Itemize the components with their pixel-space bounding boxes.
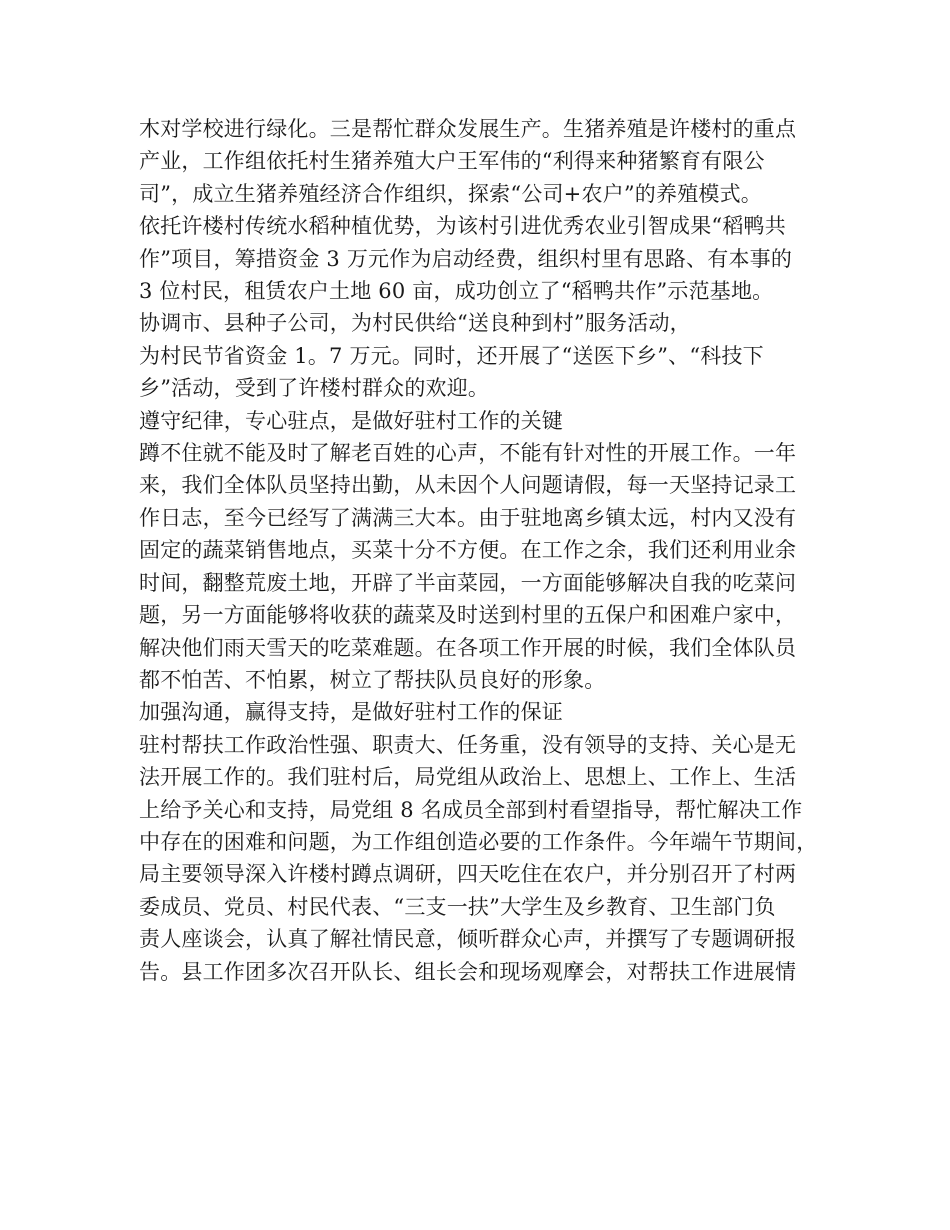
section-heading: 遵守纪律，专心驻点，是做好驻村工作的关键 [139, 408, 563, 433]
text-line: 都不怕苦、不怕累，树立了帮扶队员良好的形象。 [139, 667, 606, 692]
text-line: 题，另一方面能够将收获的蔬菜及时送到村里的五保户和困难户家中， [139, 603, 797, 628]
text-line: 产业，工作组依托村生猪养殖大户王军伟的“利得来种猪繁育有限公 [139, 149, 765, 174]
text-line: 作”项目，筹措资金 3 万元作为启动经费，组织村里有思路、有本事的 [139, 246, 793, 271]
text-line: 责人座谈会，认真了解社情民意，倾听群众心声，并撰写了专题调研报 [139, 927, 797, 952]
text-line: 司”，成立生猪养殖经济合作组织，探索“公司+农户”的养殖模式。 [139, 181, 763, 206]
text-line: 驻村帮扶工作政治性强、职责大、任务重，没有领导的支持、关心是无 [139, 732, 797, 757]
text-line: 委成员、党员、村民代表、“三支一扶”大学生及乡教育、卫生部门负 [139, 894, 776, 919]
text-line: 协调市、县种子公司，为村民供给“送良种到村”服务活动， [139, 311, 691, 336]
text-line: 时间，翻整荒废土地，开辟了半亩菜园，一方面能够解决自我的吃菜问 [139, 570, 797, 595]
text-line: 告。县工作团多次召开队长、组长会和现场观摩会，对帮扶工作进展情 [139, 959, 797, 984]
text-line: 为村民节省资金 1。7 万元。同时，还开展了“送医下乡”、“科技下 [139, 343, 764, 368]
text-line: 法开展工作的。我们驻村后，局党组从政治上、思想上、工作上、生活 [139, 765, 797, 790]
text-line: 上给予关心和支持，局党组 8 名成员全部到村看望指导，帮忙解决工作 [139, 797, 803, 822]
text-line: 作日志，至今已经写了满满三大本。由于驻地离乡镇太远，村内又没有 [139, 505, 797, 530]
text-line: 乡”活动，受到了许楼村群众的欢迎。 [139, 376, 490, 401]
section-heading: 加强沟通，赢得支持，是做好驻村工作的保证 [139, 700, 563, 725]
text-line: 来，我们全体队员坚持出勤，从未因个人问题请假，每一天坚持记录工 [139, 473, 797, 498]
text-line: 3 位村民，租赁农户土地 60 亩，成功创立了“稻鸭共作”示范基地。 [139, 279, 774, 304]
text-line: 固定的蔬菜销售地点，买菜十分不方便。在工作之余，我们还利用业余 [139, 538, 797, 563]
text-line: 局主要领导深入许楼村蹲点调研，四天吃住在农户，并分别召开了村两 [139, 862, 797, 887]
text-line: 依托许楼村传统水稻种植优势，为该村引进优秀农业引智成果“稻鸭共 [139, 214, 786, 239]
text-line: 中存在的困难和问题，为工作组创造必要的工作条件。今年端午节期间， [139, 829, 818, 854]
text-line: 木对学校进行绿化。三是帮忙群众发展生产。生猪养殖是许楼村的重点 [139, 117, 797, 141]
text-line: 解决他们雨天雪天的吃菜难题。在各项工作开展的时候，我们全体队员 [139, 635, 797, 660]
text-line: 蹲不住就不能及时了解老百姓的心声，不能有针对性的开展工作。一年 [139, 441, 797, 466]
document-body [139, 113, 829, 988]
